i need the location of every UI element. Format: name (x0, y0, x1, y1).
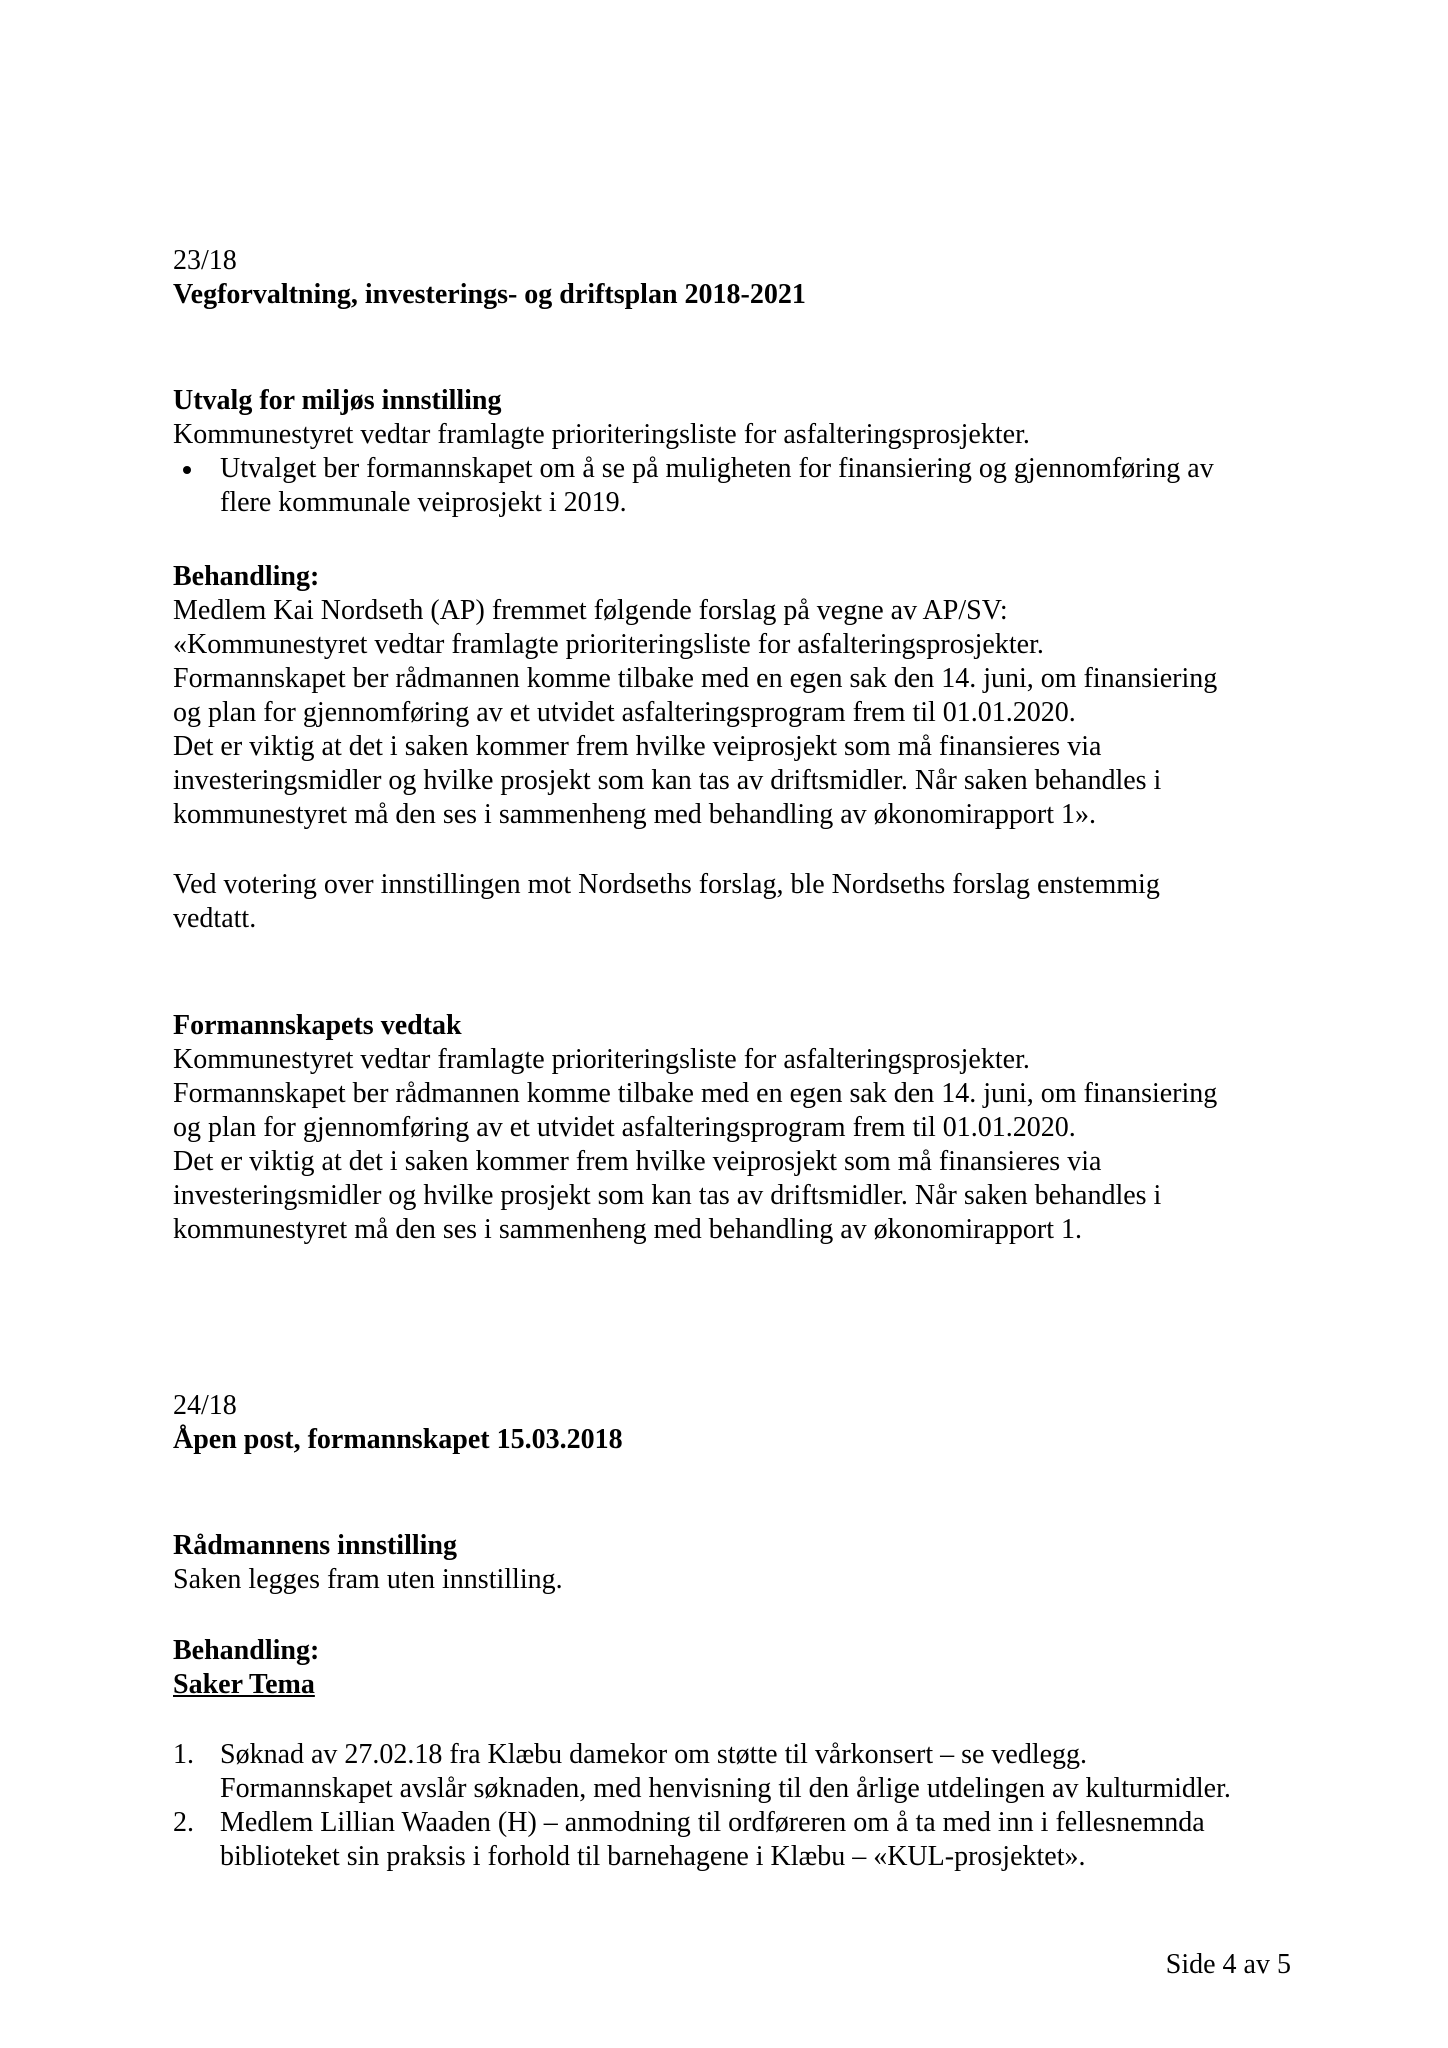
bullet-line: flere kommunale veiprosjekt i 2019. (220, 487, 627, 518)
paragraph-line: investeringsmidler og hvilke prosjekt som kan tas av driftsmidler. Når saken behandles i (173, 765, 1162, 796)
numbered-list (173, 1738, 1303, 1874)
paragraph-line: og plan for gjennomføring av et utvidet asfalteringsprogram frem til 01.01.2020. (173, 697, 1076, 728)
recommendation-text: Saken legges fram uten innstilling. (173, 1564, 563, 1595)
paragraph-line: Ved votering over innstillingen mot Nordseths forslag, ble Nordseths forslag enstemmig (173, 869, 1160, 900)
decision-section (173, 1009, 1303, 1247)
section-heading: Utvalg for miljøs innstilling (173, 385, 502, 416)
case-header-24-18 (173, 1389, 1303, 1457)
recommendation-text: Kommunestyret vedtar framlagte prioriteringsliste for asfalteringsprosjekter. (173, 419, 1030, 450)
paragraph-line: «Kommunestyret vedtar framlagte prioriteringsliste for asfalteringsprosjekter. (173, 629, 1044, 660)
treatment-section (173, 560, 1303, 832)
case-title: Vegforvaltning, investerings- og driftsplan 2018-2021 (173, 279, 806, 310)
vote-paragraph (173, 868, 1303, 936)
section-heading: Behandling: (173, 1635, 320, 1666)
bullet-item (173, 452, 1303, 520)
paragraph-line: kommunestyret må den ses i sammenheng med behandling av økonomirapport 1. (173, 1214, 1083, 1245)
recommendation-section (173, 384, 1303, 520)
paragraph-line: Det er viktig at det i saken kommer frem hvilke veiprosjekt som må finansieres via (173, 1146, 1102, 1177)
paragraph-line: kommunestyret må den ses i sammenheng med behandling av økonomirapport 1». (173, 799, 1097, 830)
list-item-line: Formannskapet avslår søknaden, med henvisning til den årlige utdelingen av kulturmidler. (220, 1773, 1231, 1804)
list-item-line: Søknad av 27.02.18 fra Klæbu damekor om støtte til vårkonsert – se vedlegg. (220, 1739, 1088, 1770)
bullet-line: Utvalget ber formannskapet om å se på muligheten for finansiering og gjennomføring av (220, 453, 1214, 484)
case-number: 23/18 (173, 245, 237, 276)
paragraph-line: Formannskapet ber rådmannen komme tilbake med en egen sak den 14. juni, om finansiering (173, 663, 1218, 694)
paragraph-line: vedtatt. (173, 903, 257, 934)
case-number: 24/18 (173, 1390, 237, 1421)
paragraph-line: Det er viktig at det i saken kommer frem hvilke veiprosjekt som må finansieres via (173, 731, 1102, 762)
list-item-line: Medlem Lillian Waaden (H) – anmodning til ordføreren om å ta med inn i fellesnemnda (220, 1807, 1205, 1838)
treatment-section (173, 1634, 1303, 1702)
paragraph-line: Formannskapet ber rådmannen komme tilbake med en egen sak den 14. juni, om finansiering (173, 1078, 1218, 1109)
paragraph-line: Medlem Kai Nordseth (AP) fremmet følgende forslag på vegne av AP/SV: (173, 595, 1008, 626)
case-title: Åpen post, formannskapet 15.03.2018 (173, 1424, 623, 1455)
section-heading: Behandling: (173, 561, 320, 592)
list-item-number: 1. (173, 1739, 194, 1770)
section-heading: Formannskapets vedtak (173, 1010, 462, 1041)
page-number: Side 4 av 5 (1165, 1949, 1291, 1980)
section-heading: Rådmannens innstilling (173, 1530, 457, 1561)
case-header-23-18 (173, 244, 1303, 312)
bullet-icon (183, 466, 191, 474)
list-item-number: 2. (173, 1807, 194, 1838)
list-item (173, 1738, 1303, 1806)
list-item-line: biblioteket sin praksis i forhold til barnehagene i Klæbu – «KUL-prosjektet». (220, 1841, 1086, 1872)
paragraph-line: og plan for gjennomføring av et utvidet asfalteringsprogram frem til 01.01.2020. (173, 1112, 1076, 1143)
recommendation-section (173, 1529, 1303, 1597)
paragraph-line: investeringsmidler og hvilke prosjekt som kan tas av driftsmidler. Når saken behandles i (173, 1180, 1162, 1211)
list-item (173, 1806, 1303, 1874)
subheading-saker-tema: Saker Tema (173, 1669, 315, 1700)
paragraph-line: Kommunestyret vedtar framlagte prioriteringsliste for asfalteringsprosjekter. (173, 1044, 1030, 1075)
